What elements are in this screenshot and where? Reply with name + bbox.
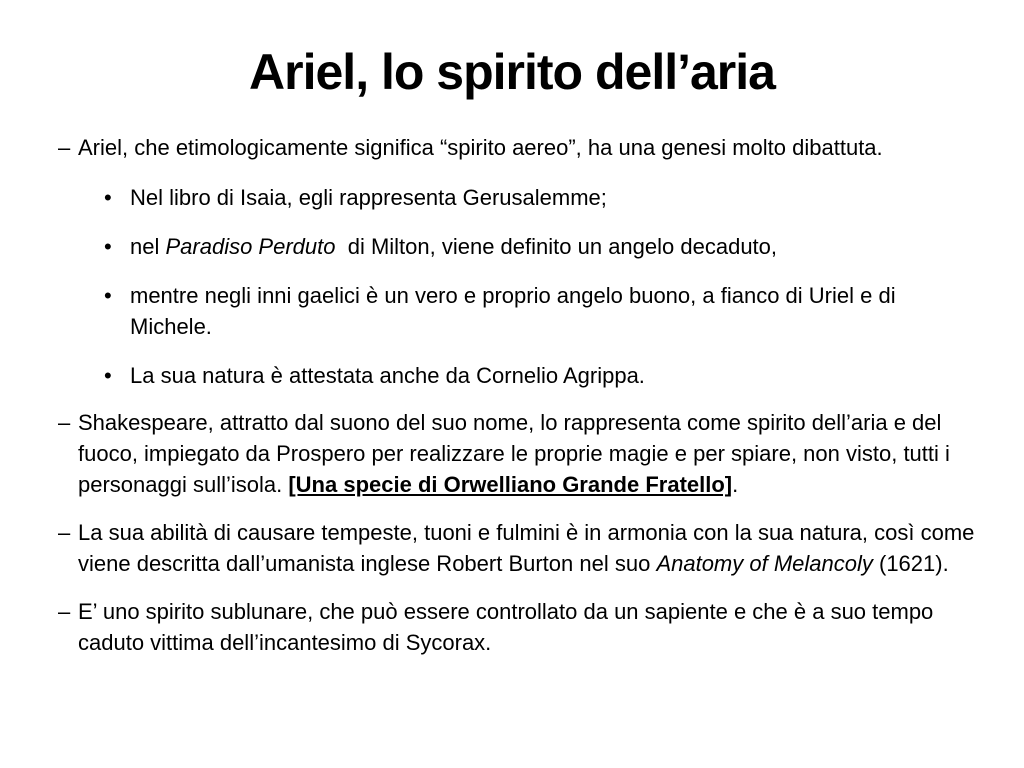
- slide-body: [58, 132, 978, 658]
- milton-text-pre: nel: [130, 234, 166, 259]
- isaia-text: Nel libro di Isaia, egli rappresenta Gerusalemme;: [130, 185, 607, 210]
- etymology-text: Ariel, che etimologicamente significa “spirito aereo”, ha una genesi molto dibattuta.: [78, 135, 883, 160]
- paradiso-perduto-title: Paradiso Perduto: [165, 234, 336, 259]
- milton-text-post: di Milton, viene definito un angelo decaduto,: [335, 234, 778, 259]
- agrippa-text: La sua natura è attestata anche da Cornelio Agrippa.: [130, 363, 645, 388]
- dash-marker: –: [58, 135, 71, 160]
- dash-marker: –: [58, 520, 71, 545]
- bullet-marker: •: [104, 283, 112, 308]
- dash-item-burton: [58, 517, 978, 579]
- shakespeare-text: Shakespeare, attratto dal suono del suo nome, lo rappresenta come spirito dell’aria e del fuoco, impiegato da Prospero per realizzare le proprie magie e per spiare, non visto, tutti i personaggi sull’isola.: [78, 410, 950, 497]
- dash-item-shakespeare: [58, 407, 978, 500]
- dash-marker: –: [58, 410, 71, 435]
- dash-item-sycorax: [58, 596, 978, 658]
- dash-item-etymology: [58, 132, 978, 163]
- dash-marker: –: [58, 599, 71, 624]
- slide-title: Ariel, lo spirito dell’aria: [249, 44, 775, 100]
- gaelic-text: mentre negli inni gaelici è un vero e proprio angelo buono, a fianco di Uriel e di Michele.: [130, 283, 896, 339]
- bullet-marker: •: [104, 363, 112, 388]
- burton-text: La sua abilità di causare tempeste, tuoni e fulmini è in armonia con la sua natura, così come viene descritta dall’umanista inglese Robert Burton nel suo: [78, 520, 975, 576]
- bullet-item-agrippa: [104, 360, 978, 391]
- bullet-marker: •: [104, 185, 112, 210]
- bullet-item-isaia: [104, 182, 978, 213]
- burton-text-end: (1621).: [872, 551, 949, 576]
- shakespeare-text-end: .: [732, 472, 739, 497]
- bullet-item-gaelic: [104, 280, 978, 342]
- bullet-marker: •: [104, 234, 112, 259]
- anatomy-title: Anatomy of Melancoly: [656, 551, 873, 576]
- sycorax-text: E’ uno spirito sublunare, che può essere controllato da un sapiente e che è a suo tempo caduto vittima dell’incantesimo di Sycorax.: [78, 599, 934, 655]
- grande-fratello-link[interactable]: [Una specie di Orwelliano Grande Fratello]: [288, 472, 733, 497]
- bullet-item-milton: [104, 231, 978, 262]
